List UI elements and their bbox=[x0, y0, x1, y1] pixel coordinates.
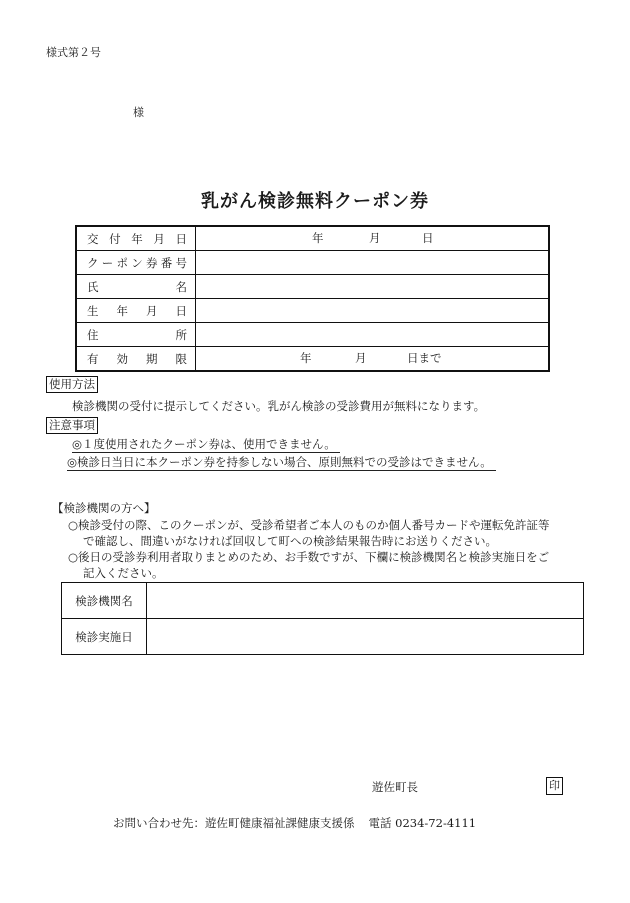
facility-name-field[interactable] bbox=[147, 583, 584, 619]
instruction-item-1-cont: で確認し、間違いがなければ回収して町への検診結果報告時にお送りください。 bbox=[83, 534, 497, 548]
instruction-item-1: ○検診受付の際、このクーポンが、受診希望者ご本人のものか個人番号カードや運転免許証等 bbox=[68, 518, 550, 532]
contact-line bbox=[113, 815, 476, 831]
seal-mark: 印 bbox=[546, 777, 563, 795]
expiry-field[interactable] bbox=[196, 347, 550, 372]
issue-date-field[interactable] bbox=[196, 226, 550, 251]
notes-heading: 注意事項 bbox=[46, 417, 98, 434]
name-label: 氏名 bbox=[76, 275, 196, 299]
contact-text: お問い合わせ先：遊佐町健康福祉課健康支援係 bbox=[113, 816, 355, 830]
address-label: 住所 bbox=[76, 323, 196, 347]
exam-date-field[interactable] bbox=[147, 619, 584, 655]
usage-heading: 使用方法 bbox=[46, 376, 98, 393]
table-row-facility bbox=[62, 583, 584, 619]
expiry-label: 有効期限 bbox=[76, 347, 196, 372]
page-title: 乳がん検診無料クーポン券 bbox=[201, 191, 429, 212]
issue-date-label: 交付年月日 bbox=[76, 226, 196, 251]
mayor-title: 遊佐町長 bbox=[372, 780, 418, 794]
table-row-name bbox=[76, 275, 549, 299]
table-row-birthdate bbox=[76, 299, 549, 323]
issue-year-unit: 年 bbox=[312, 231, 324, 245]
instruction-item-2: ○後日の受診券利用者取りまとめのため、お手数ですが、下欄に検診機関名と検診実施日をご bbox=[68, 550, 550, 564]
coupon-number-field[interactable] bbox=[196, 251, 550, 275]
note-item: ◎１度使用されたクーポン券は、使用できません。 bbox=[72, 436, 340, 453]
expiry-year-unit: 年 bbox=[300, 351, 312, 365]
table-row-issue-date bbox=[76, 226, 549, 251]
table-row-expiry bbox=[76, 347, 549, 372]
expiry-until-unit: 日まで bbox=[407, 351, 442, 365]
contact-phone: 電話 0234-72-4111 bbox=[368, 816, 477, 830]
exam-date-label: 検診実施日 bbox=[62, 619, 147, 655]
usage-text: 検診機関の受付に提示してください。乳がん検診の受診費用が無料になります。 bbox=[72, 399, 486, 413]
name-field[interactable] bbox=[196, 275, 550, 299]
instruction-item-2-cont: 記入ください。 bbox=[83, 566, 164, 580]
table-row-coupon-number bbox=[76, 251, 549, 275]
issue-day-unit: 日 bbox=[422, 231, 434, 245]
address-field[interactable] bbox=[196, 323, 550, 347]
coupon-info-table bbox=[75, 225, 550, 372]
form-number: 様式第２号 bbox=[46, 46, 101, 59]
instructions-heading: 【検診機関の方へ】 bbox=[52, 501, 156, 515]
exam-info-table bbox=[61, 582, 584, 655]
facility-name-label: 検診機関名 bbox=[62, 583, 147, 619]
table-row-exam-date bbox=[62, 619, 584, 655]
issue-month-unit: 月 bbox=[369, 231, 381, 245]
birthdate-label: 生年月日 bbox=[76, 299, 196, 323]
table-row-address bbox=[76, 323, 549, 347]
expiry-month-unit: 月 bbox=[355, 351, 367, 365]
birthdate-field[interactable] bbox=[196, 299, 550, 323]
note-item: ◎検診日当日に本クーポン券を持参しない場合、原則無料での受診はできません。 bbox=[67, 454, 496, 471]
recipient-suffix: 様 bbox=[133, 106, 144, 119]
coupon-number-label: クーポン券番号 bbox=[76, 251, 196, 275]
